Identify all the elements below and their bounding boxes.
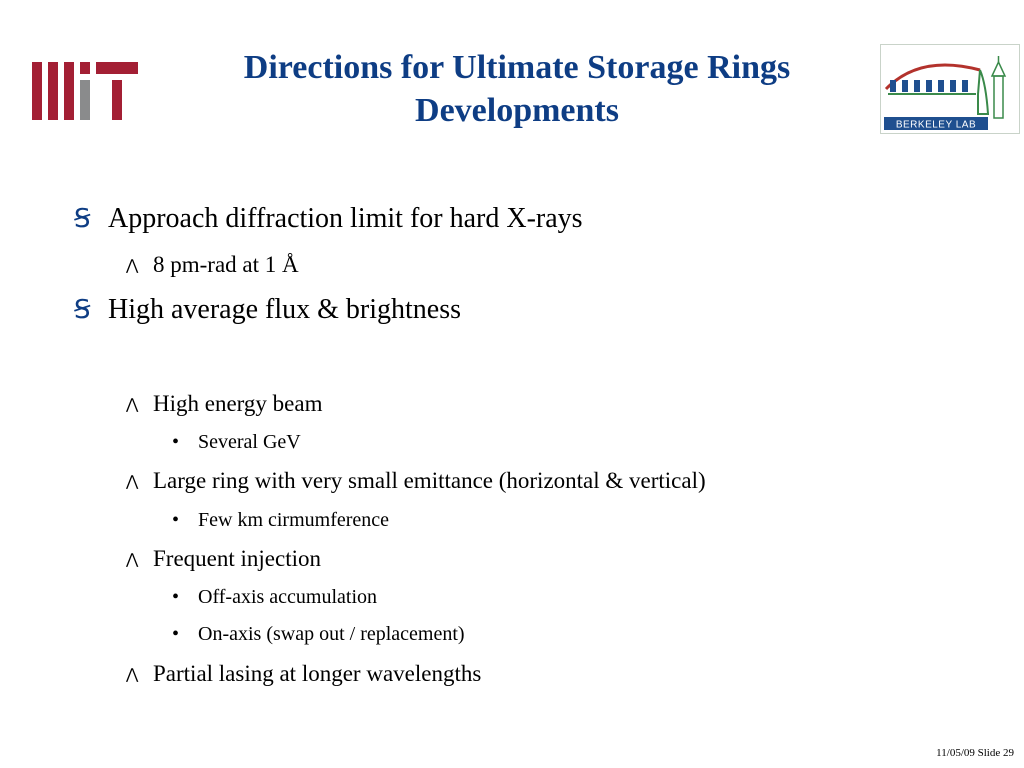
subbullet-text: Large ring with very small emittance (horizontal & vertical): [153, 468, 706, 493]
subbullet-partial-lasing: [126, 659, 481, 689]
subsubbullet-marker: •: [172, 623, 180, 645]
subsubbullet-off-axis: [172, 583, 377, 611]
subsubbullet-text: Off-axis accumulation: [198, 586, 378, 608]
bullet-flux-brightness: [74, 292, 461, 328]
bullet-text: High average flux & brightness: [108, 294, 462, 325]
page-title: [160, 46, 874, 132]
berkeley-lab-logo: [880, 44, 1020, 134]
subbullet-marker: ⋀: [126, 474, 139, 490]
subsubbullet-text: On-axis (swap out / replacement): [198, 623, 465, 645]
bullet-marker: Ꞩ: [74, 204, 91, 233]
subbullet-marker: ⋀: [126, 397, 139, 413]
subsubbullet-gev: [172, 428, 301, 456]
bullet-text: Approach diffraction limit for hard X-rays: [108, 203, 583, 234]
subbullet-marker: ⋀: [126, 667, 139, 683]
subbullet-pm-rad: [126, 250, 299, 280]
subbullet-text: Partial lasing at longer wavelengths: [153, 661, 482, 686]
subsubbullet-text: Few km cirmumference: [198, 509, 390, 531]
subsubbullet-marker: •: [172, 431, 180, 453]
berkeley-lab-logo-text: BERKELEY LAB: [895, 119, 977, 131]
subbullet-marker: ⋀: [126, 552, 139, 568]
slide-footer: 11/05/09 Slide 29: [936, 747, 1014, 759]
mit-logo: [32, 62, 138, 120]
subbullet-text: Frequent injection: [153, 546, 321, 571]
bullet-diffraction-limit: [74, 201, 583, 237]
title-line-2: Developments: [415, 92, 619, 129]
subbullet-large-ring: [126, 466, 706, 496]
title-line-1: Directions for Ultimate Storage Rings: [243, 49, 791, 86]
subsubbullet-marker: •: [172, 509, 180, 531]
subsubbullet-text: Several GeV: [198, 431, 301, 453]
subbullet-text: High energy beam: [153, 391, 323, 416]
subbullet-text: 8 pm-rad at 1 Å: [153, 252, 299, 277]
subbullet-marker: ⋀: [126, 258, 139, 274]
subbullet-frequent-injection: [126, 544, 321, 574]
subsubbullet-on-axis: [172, 620, 465, 648]
subsubbullet-circumference: [172, 506, 389, 534]
subbullet-high-energy: [126, 389, 322, 419]
subsubbullet-marker: •: [172, 586, 180, 608]
bullet-marker: Ꞩ: [74, 295, 91, 324]
